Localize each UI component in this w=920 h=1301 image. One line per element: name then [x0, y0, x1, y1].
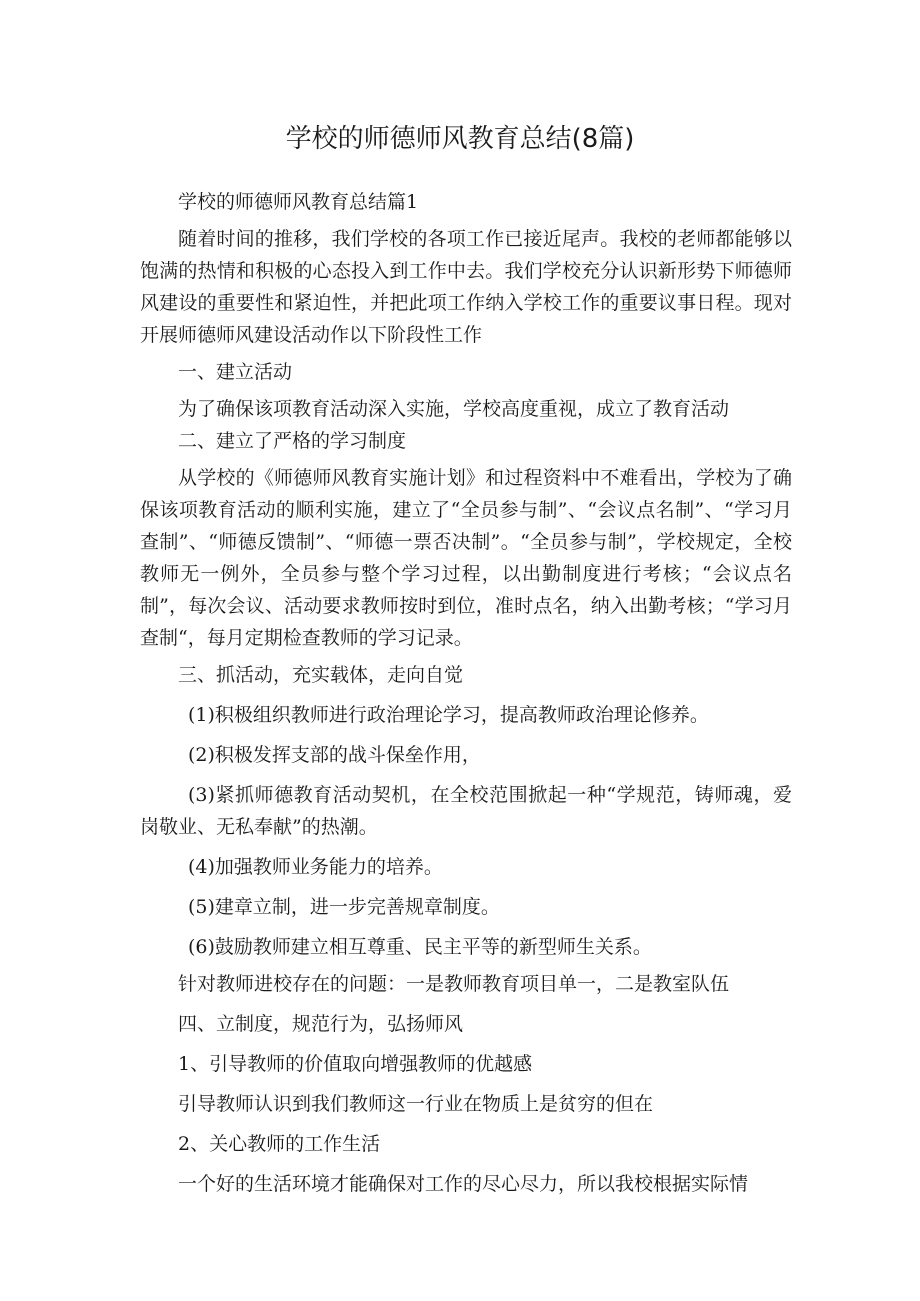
list-item: (2)积极发挥支部的战斗保垒作用， [188, 744, 481, 766]
paragraph: 针对教师进校存在的问题：一是教师教育项目单一，二是教室队伍 [178, 973, 730, 995]
paragraph: 引导教师认识到我们教师这一行业在物质上是贫穷的但在 [178, 1093, 654, 1115]
subsection-heading: 2、关心教师的工作生活 [178, 1133, 381, 1155]
paragraph: 从学校的《师德师风教育实施计划》和过程资料中不难看出，学校为了确保该项教育活动的顺利实施，建立了“全员参与制”、“会议点名制”、“学习月查制”、“师德反馈制”、“师德一票否决制”。“全员参与制”，学校规定，全校教师无一例外，全员参与整个学习过程，以出勤制度进行考核；“会议点名制”，每次会议、活动要求教师按时到位，准时点名，纳入出勤考核；“学习月查制“，每月定期检查教师的学习记录。 [140, 467, 792, 649]
list-item: (1)积极组织教师进行政治理论学习，提高教师政治理论修养。 [188, 704, 709, 726]
section-heading: 三、抓活动，充实载体，走向自觉 [178, 664, 464, 686]
list-item: (3)紧抓师德教育活动契机，在全校范围掀起一种“学规范，铸师魂，爱岗敬业、无私奉献”的热潮。 [140, 784, 792, 838]
subsection-heading: 1、引导教师的价值取向增强教师的优越感 [178, 1053, 533, 1075]
list-item: (4)加强教师业务能力的培养。 [188, 856, 443, 878]
paragraph: 一个好的生活环境才能确保对工作的尽心尽力，所以我校根据实际情 [178, 1173, 749, 1195]
list-item: (5)建章立制，进一步完善规章制度。 [188, 896, 500, 918]
section-heading: 二、建立了严格的学习制度 [178, 430, 407, 452]
paragraph: 随着时间的推移，我们学校的各项工作已接近尾声。我校的老师都能够以饱满的热情和积极的心态投入到工作中去。我们学校充分认识新形势下师德师风建设的重要性和紧迫性，并把此项工作纳入学校工作的重要议事日程。现对开展师德师风建设活动作以下阶段性工作 [140, 228, 792, 346]
document-title: 学校的师德师风教育总结(8篇) [285, 124, 635, 154]
paragraph: 为了确保该项教育活动深入实施，学校高度重视，成立了教育活动 [178, 398, 730, 420]
list-item: (6)鼓励教师建立相互尊重、民主平等的新型师生关系。 [188, 936, 652, 958]
section-heading: 四、立制度，规范行为，弘扬师风 [178, 1013, 464, 1035]
section-heading: 一、建立活动 [178, 361, 293, 383]
section-heading: 学校的师德师风教育总结篇1 [178, 191, 419, 213]
document-body [140, 186, 792, 1200]
